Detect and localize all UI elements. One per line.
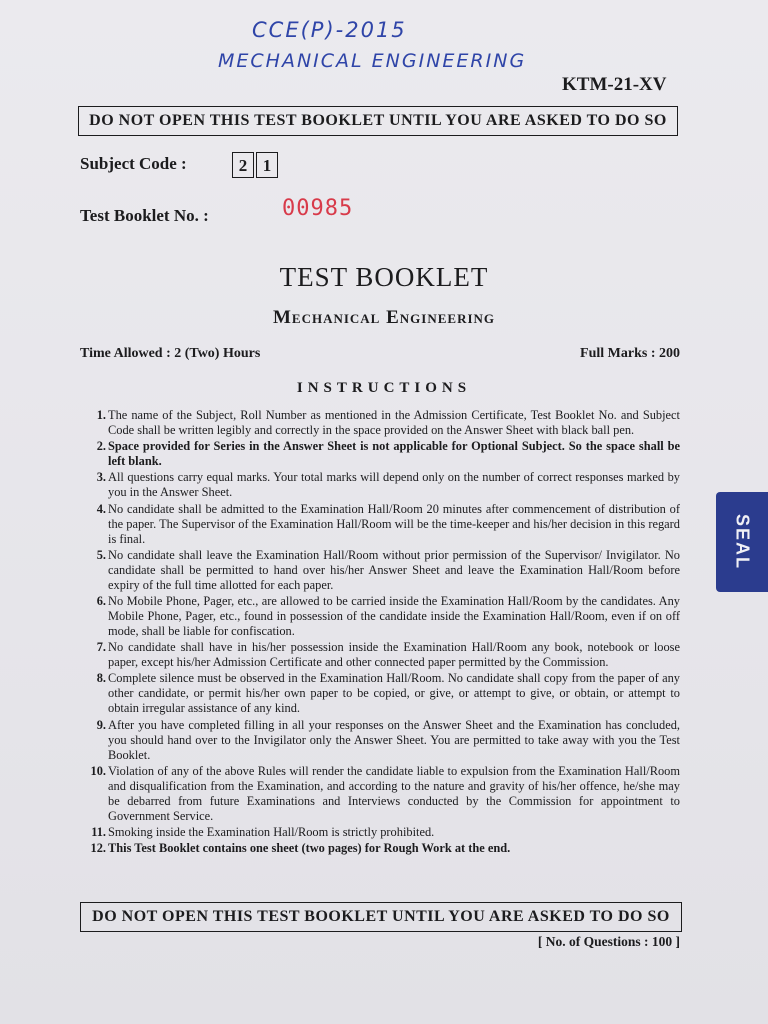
instruction-number: 1. [96, 408, 106, 422]
booklet-code: KTM-21-XV [562, 74, 667, 95]
instruction-text: No Mobile Phone, Pager, etc., are allowed to be carried inside the Examination Hall/Room by the candidates. Any Mobile Phone, Pager, etc., found in possession of the candidate inside the Examination Hall/Room, even if on off mode, shall be liable for confiscation. [108, 593, 680, 638]
instruction-text: No candidate shall be admitted to the Examination Hall/Room 20 minutes after commencement of distribution of the paper. The Supervisor of the Examination Hall/Room will be the time-keeper and his/her decision in this regard is final. [108, 501, 680, 546]
instruction-item [80, 548, 680, 593]
instructions-heading: INSTRUCTIONS [296, 380, 472, 396]
instruction-text: The name of the Subject, Roll Number as mentioned in the Admission Certificate, Test Booklet No. and Subject Code shall be written legibly and correctly in the space provided on the Answer Sheet with black ball pen. [108, 408, 680, 437]
time-allowed: Time Allowed : 2 (Two) Hours [80, 346, 261, 361]
subject-code-digit-2: 1 [256, 152, 278, 178]
instruction-number: 8. [96, 671, 106, 686]
instruction-item [80, 408, 680, 438]
instruction-text: No candidate shall have in his/her possession inside the Examination Hall/Room any book, notebook or loose paper, except his/her Admission Certificate and other connected paper permitted by the Commission. [108, 640, 680, 670]
instruction-number: 11. [91, 824, 106, 839]
instruction-number: 5. [96, 547, 106, 562]
instruction-item [80, 825, 680, 840]
instruction-text: Violation of any of the above Rules will render the candidate liable to expulsion from the Examination Hall/Room and disqualification from the Examination, and according to the nature and gravity of his/her offence, he/she may be debarred from future Examinations and Interviews conducted by the Commission for appointment to Government Service. [108, 763, 680, 823]
handwritten-subject: MECHANICAL ENGINEERING [218, 50, 527, 72]
warning-banner-bottom: DO NOT OPEN THIS TEST BOOKLET UNTIL YOU ARE ASKED TO DO SO [80, 902, 682, 932]
instruction-number: 2. [96, 439, 106, 454]
instruction-item [80, 671, 680, 716]
instructions-list [80, 408, 680, 857]
warning-banner-top: DO NOT OPEN THIS TEST BOOKLET UNTIL YOU ARE ASKED TO DO SO [78, 106, 678, 136]
instruction-item [80, 439, 680, 469]
instruction-item [80, 718, 680, 763]
instruction-text: After you have completed filling in all your responses on the Answer Sheet and the Examination has concluded, you should hand over to the Invigilator only the Answer Sheet. You are permitted to take away with you the Test Booklet. [108, 717, 680, 762]
instruction-item [80, 470, 680, 500]
instruction-number: 9. [96, 717, 106, 732]
instruction-number: 7. [96, 640, 106, 655]
instruction-text: Space provided for Series in the Answer Sheet is not applicable for Optional Subject. So the space shall be left blank. [108, 439, 680, 469]
instruction-item [80, 594, 680, 639]
seal-tab [716, 492, 768, 592]
booklet-serial-number: 00985 [282, 196, 354, 221]
seal-label: SEAL [732, 513, 753, 571]
instruction-item [80, 841, 680, 856]
subject-code-digit-1: 2 [232, 152, 254, 178]
instruction-text: Complete silence must be observed in the Examination Hall/Room. No candidate shall copy from the paper of any other candidate, or permit his/her own paper to be copied, or give, or attempt to give, or obtain, or attempt to obtain irregular assistance of any kind. [108, 671, 680, 716]
instruction-number: 4. [96, 501, 106, 516]
subject-title: Mechanical Engineering [272, 307, 496, 328]
instruction-text: Smoking inside the Examination Hall/Room is strictly prohibited. [108, 824, 435, 839]
handwritten-exam-name: CCE(P)-2015 [252, 18, 407, 42]
instruction-number: 3. [96, 470, 106, 485]
instruction-text: All questions carry equal marks. Your total marks will depend only on the number of correct responses marked by you in the Answer Sheet. [108, 470, 680, 500]
subject-code-label: Subject Code : [80, 154, 187, 173]
instruction-item [80, 764, 680, 824]
full-marks: Full Marks : 200 [580, 346, 680, 361]
instruction-number: 6. [96, 593, 106, 608]
instruction-text: This Test Booklet contains one sheet (two pages) for Rough Work at the end. [108, 841, 511, 856]
instruction-item [80, 502, 680, 547]
instruction-item [80, 640, 680, 670]
instruction-number: 12. [90, 841, 106, 856]
page-title: TEST BOOKLET [279, 262, 489, 292]
instruction-number: 10. [90, 763, 106, 778]
instruction-text: No candidate shall leave the Examination Hall/Room without prior permission of the Supervisor/ Invigilator. No candidate shall be permitted to hand over his/her Answer Sheet and leave the Examination Hall/Room before expiry of the full time allotted for each paper. [108, 547, 680, 592]
booklet-number-label: Test Booklet No. : [80, 206, 209, 225]
question-count: [ No. of Questions : 100 ] [537, 934, 680, 949]
